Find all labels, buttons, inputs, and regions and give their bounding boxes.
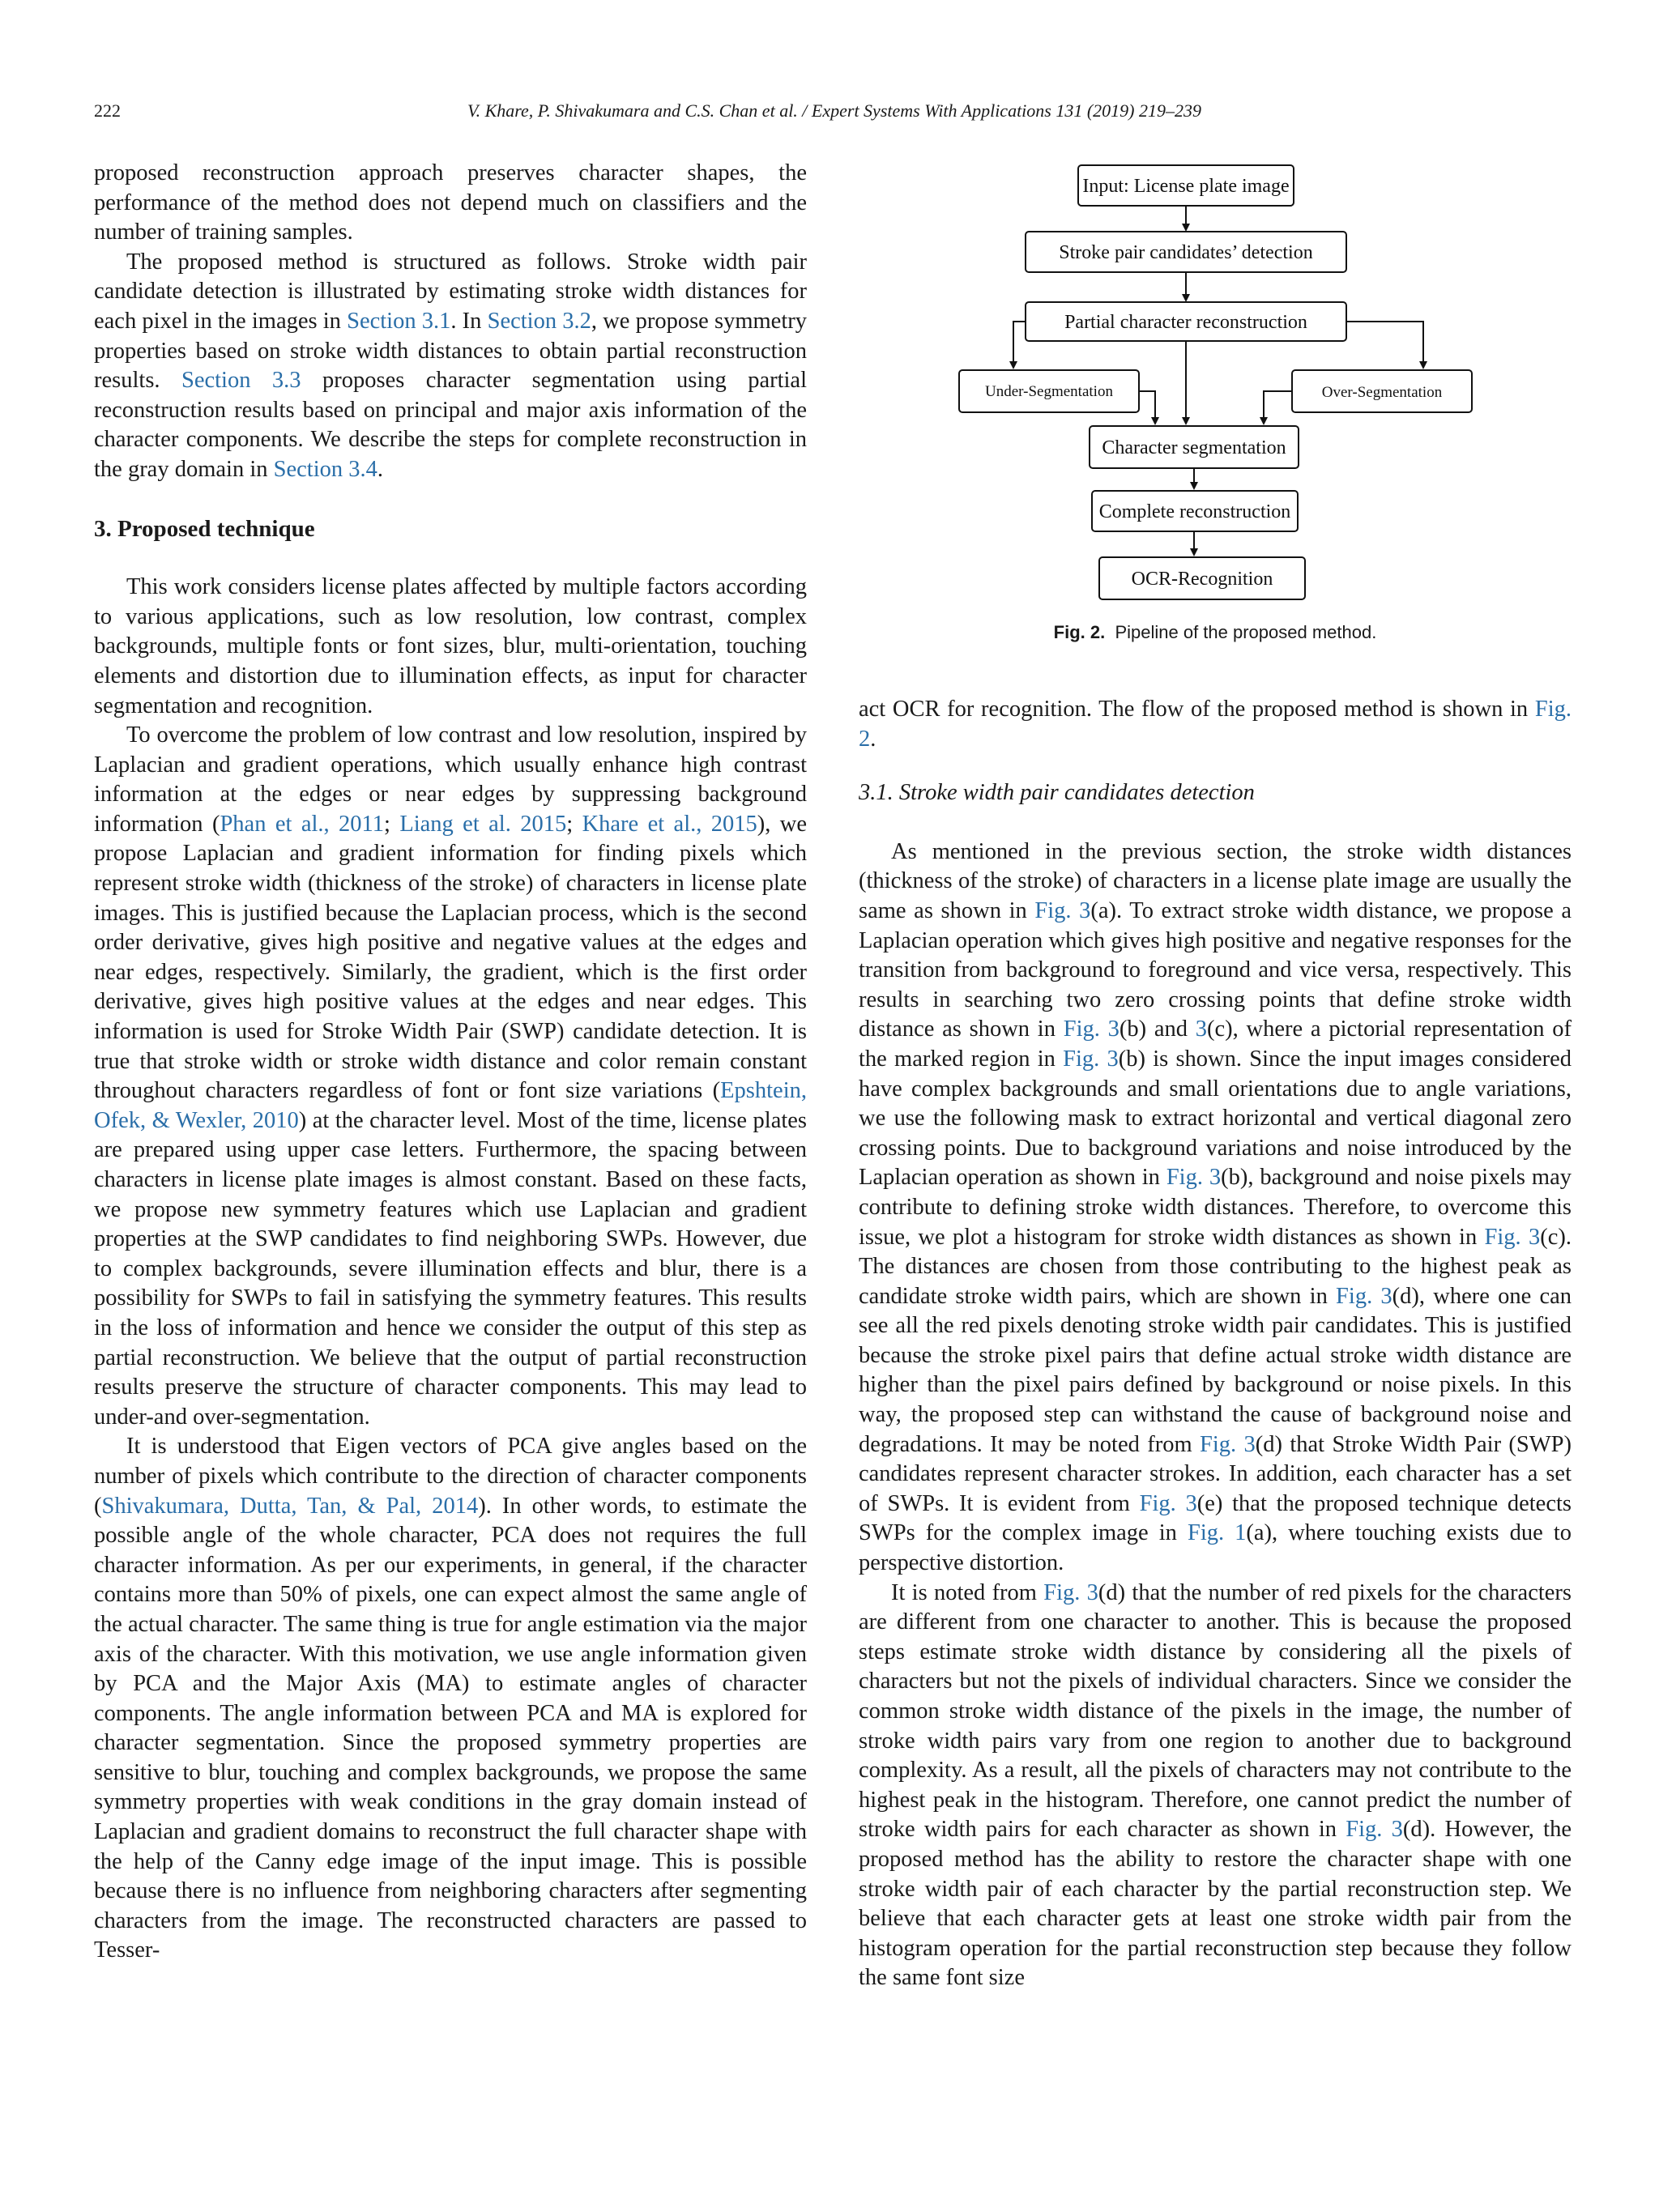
node-input-label: Input: License plate image bbox=[1082, 176, 1290, 197]
figure-link[interactable]: 3 bbox=[1195, 1016, 1208, 1042]
node-ocr-label: OCR-Recognition bbox=[1131, 569, 1273, 590]
figure-link[interactable]: Fig. 1 bbox=[1187, 1520, 1247, 1546]
node-stroke-pair-label: Stroke pair candidates’ detection bbox=[1059, 242, 1313, 263]
citation-link[interactable]: Phan et al., 2011 bbox=[220, 811, 384, 837]
node-partial-label: Partial character reconstruction bbox=[1064, 312, 1307, 333]
section-link[interactable]: Section 3.2 bbox=[487, 308, 591, 334]
figure-link[interactable]: Fig. 3 bbox=[1043, 1579, 1098, 1605]
node-complete-label: Complete reconstruction bbox=[1098, 501, 1291, 522]
figure-link[interactable]: Fig. 3 bbox=[1034, 897, 1091, 923]
section-heading: 3. Proposed technique bbox=[94, 515, 315, 542]
node-over-label: Over-Segmentation bbox=[1321, 384, 1443, 401]
caption-label: Fig. 2. bbox=[1053, 622, 1106, 642]
running-title: V. Khare, P. Shivakumara and C.S. Chan et al. / Expert Systems With Applications 131 (2019) 219–239 bbox=[467, 100, 1202, 121]
page-header bbox=[94, 100, 1575, 133]
figure-link[interactable]: Fig. 2 bbox=[859, 697, 1572, 752]
pipeline-figure bbox=[859, 159, 1572, 677]
figure-link[interactable]: Fig. 3 bbox=[1139, 1490, 1197, 1516]
figure-link[interactable]: Fig. 3 bbox=[1063, 1046, 1119, 1072]
citation-link[interactable]: Liang et al. 2015 bbox=[399, 811, 567, 837]
edge-under-charseg bbox=[1139, 391, 1155, 424]
paragraph: This work considers license plates affected by multiple factors according to various applications, such as low resolution, low contrast, complex backgrounds, multiple fonts or font sizes, blur, multi-orientation, touching elements and distortion due to illumination effects, as input for character segmentation and recognition. bbox=[94, 574, 807, 718]
citation-link[interactable]: Epshtein, Ofek, & Wexler, 2010 bbox=[94, 1078, 807, 1133]
subsection-heading: 3.1. Stroke width pair candidates detection bbox=[859, 780, 1255, 806]
edge-partial-over bbox=[1346, 322, 1423, 368]
figure-caption bbox=[859, 622, 1572, 643]
figure-link[interactable]: Fig. 3 bbox=[1200, 1431, 1256, 1457]
figure-link[interactable]: Fig. 3 bbox=[1166, 1165, 1222, 1191]
caption-text: Pipeline of the proposed method. bbox=[1115, 622, 1377, 642]
right-column bbox=[859, 695, 1572, 1993]
pipeline-diagram bbox=[859, 159, 1572, 620]
figure-link[interactable]: Fig. 3 bbox=[1336, 1283, 1392, 1309]
node-under-label: Under-Segmentation bbox=[985, 383, 1113, 400]
edge-partial-under bbox=[1013, 322, 1026, 368]
paragraph: It is understood that Eigen vectors of PCA give angles based on the number of pixels which contribute to the direction of character components (Shivakumara, Dutta, Tan, & Pal, 2014). In other words, to estimate the possible angle of the whole character, PCA does not requires the full character information. As per our experiments, in general, if the character contains more than 50% of pixels, one can expect almost the same angle of the actual character. The same thing is true for angle estimation via the major axis of the character. With this motivation, we use angle information given by PCA and the Major Axis (MA) to estimate angles of character components. The angle information between PCA and MA is explored for character segmentation. Since the proposed symmetry properties are sensitive to blur, touching and complex backgrounds, we propose the same symmetry properties with weak conditions in the gray domain instead of Laplacian and gradient domains to reconstruct the full character shape with the help of the Canny edge image of the input image. This is possible because there is no influence from neighboring characters after segmenting characters from the image. The reconstructed characters are passed to Tesser- bbox=[94, 1434, 807, 1963]
paragraph: As mentioned in the previous section, the stroke width distances (thickness of the stroke) of characters in a license plate image are usually the same as shown in Fig. 3(a). To extract stroke width distance, we propose a Laplacian operation which gives high positive and negative responses for the transition from background to foreground and vice versa, respectively. This results in searching two zero crossing points that define stroke width distance as shown in Fig. 3(b) and 3(c), where a pictorial representation of the marked region in Fig. 3(b) is shown. Since the input images considered have complex backgrounds and small orientations due to angle variations, we use the following mask to extract horizontal and vertical diagonal zero crossing points. Due to background variations and noise introduced by the Laplacian operation as shown in Fig. 3(b), background and noise pixels may contribute to defining stroke width distances. Therefore, to overcome this issue, we plot a histogram for stroke width distances as shown in Fig. 3(c). The distances are chosen from those contributing to the highest peak as candidate stroke width pairs, which are shown in Fig. 3(d), where one can see all the red pixels denoting stroke width pair candidates. This is justified because the stroke pixel pairs that define actual stroke width distance are higher than the pixel pairs defined by background or noise pixels. In this way, the proposed step can withstand the cause of background noise and degradations. It may be noted from Fig. 3(d) that Stroke Width Pair (SWP) candidates represent character strokes. In addition, each character has a set of SWPs. It is evident from Fig. 3(e) that the proposed technique detects SWPs for the complex image in Fig. 1(a), where touching exists due to perspective distortion. bbox=[859, 838, 1572, 1576]
paragraph: The proposed method is structured as follows. Stroke width pair candidate detection is illustrated by estimating stroke width distances for each pixel in the images in Section 3.1. In Section 3.2, we propose symmetry properties based on stroke width distances to obtain partial reconstruction results. Section 3.3 proposes character segmentation using partial reconstruction results based on principal and major axis information of the character components. We describe the steps for complete reconstruction in the gray domain in Section 3.4. bbox=[94, 249, 807, 482]
paragraph: It is noted from Fig. 3(d) that the number of red pixels for the characters are different from one character to another. This is because the proposed steps estimate stroke width distance by considering all the pixels of characters but not the pixels of individual characters. Since we consider the common stroke width distance of the pixels in the image, the number of stroke width pairs vary from one region to another due to background complexity. As a result, all the pixels of characters may not contribute to the highest peak in the histogram. Therefore, one cannot predict the number of stroke width pairs for each character as shown in Fig. 3(d). However, the proposed method has the ability to restore the character shape with one stroke width pair of each character by the partial reconstruction step. We believe that each character gets at least one stroke width pair from the histogram operation for the partial reconstruction step because they follow the same font size bbox=[859, 1579, 1572, 1991]
figure-link[interactable]: Fig. 3 bbox=[1484, 1224, 1541, 1250]
left-column bbox=[94, 159, 807, 1966]
section-link[interactable]: Section 3.4 bbox=[273, 456, 377, 482]
node-char-seg-label: Character segmentation bbox=[1102, 437, 1286, 458]
paragraph: act OCR for recognition. The flow of the proposed method is shown in Fig. 2. bbox=[859, 697, 1572, 752]
citation-link[interactable]: Shivakumara, Dutta, Tan, & Pal, 2014 bbox=[101, 1493, 479, 1519]
paragraph: To overcome the problem of low contrast and low resolution, inspired by Laplacian and gradient operations, which usually enhance high contrast information at the edges or near edges by suppressing background information (Phan et al., 2011; Liang et al. 2015; Khare et al., 2015), we propose Laplacian and gradient information for finding pixels which represent stroke width (thickness of the stroke) of characters in license plate images. This is justified because the Laplacian process, which is the second order derivative, gives high positive and negative values at the edges and near edges, respectively. Similarly, the gradient, which is the first order derivative, gives high positive values at the edges and near edges. This information is used for Stroke Width Pair (SWP) candidate detection. It is true that stroke width or stroke width distance and color remain constant throughout characters regardless of font or font size variations (Epshtein, Ofek, & Wexler, 2010) at the character level. Most of the time, license plates are prepared using upper case letters. Furthermore, the spacing between characters in license plate images is almost constant. Based on these facts, we propose new symmetry features which use Laplacian and gradient properties at the SWP candidates to find neighboring SWPs. However, due to complex backgrounds, severe illumination effects and blur, there is a possibility for SWPs to fail in satisfying the symmetry features. This results in the loss of information and hence we consider the output of this step as partial reconstruction. We believe that the output of partial reconstruction results preserve the structure of character components. This may lead to under-and over-segmentation. bbox=[94, 722, 808, 1430]
section-link[interactable]: Section 3.3 bbox=[181, 368, 301, 394]
page-number: 222 bbox=[94, 100, 121, 121]
citation-link[interactable]: Khare et al., 2015 bbox=[582, 811, 757, 837]
figure-link[interactable]: Fig. 3 bbox=[1346, 1817, 1403, 1843]
paragraph: proposed reconstruction approach preserves character shapes, the performance of the method does not depend much on classifiers and the number of training samples. bbox=[94, 160, 807, 245]
edge-over-charseg bbox=[1264, 391, 1292, 424]
section-link[interactable]: Section 3.1 bbox=[347, 308, 451, 334]
figure-link[interactable]: Fig. 3 bbox=[1063, 1016, 1120, 1042]
